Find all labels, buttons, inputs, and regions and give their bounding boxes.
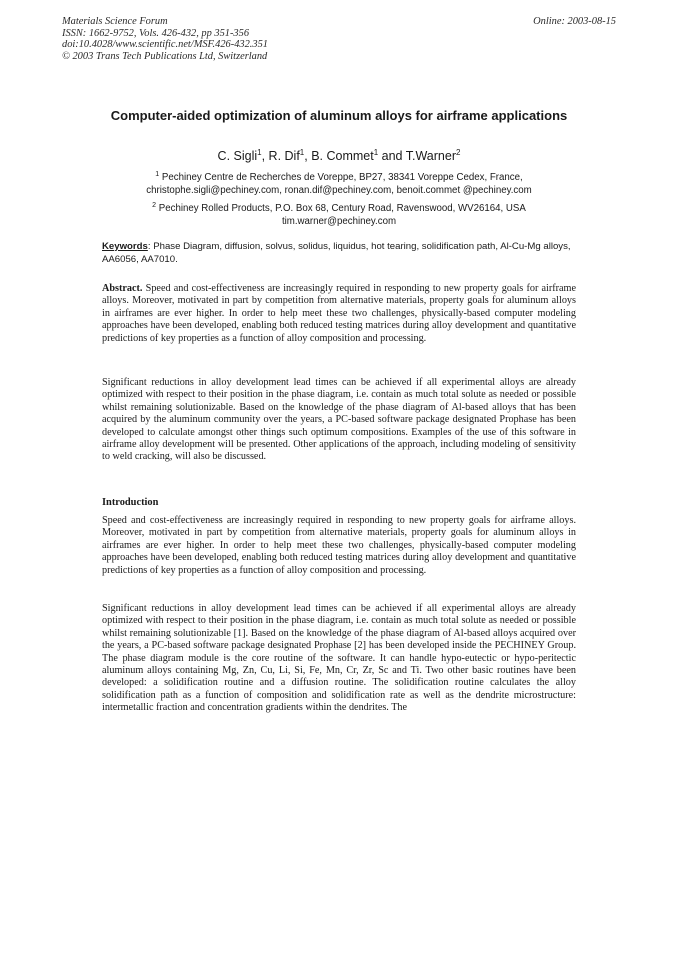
- author-affiliation-mark: 2: [456, 148, 461, 157]
- affiliation-emails: christophe.sigli@pechiney.com, ronan.dif@pechiney.com, benoit.commet @pechiney.com: [146, 184, 532, 196]
- section-heading: Introduction: [102, 497, 159, 508]
- author-affiliation-mark: 1: [373, 148, 379, 157]
- affiliation-2: [100, 200, 578, 228]
- abstract-paragraph-2: Significant reductions in alloy development lead times can be achieved if all experimental alloys are already optimized with respect to their position in the phase diagram, i.e. contain as much total solute as needed or possible whilst remaining solutionizable. Based on the knowledge of the phase diagram of Al-based alloys that has been acquired by the aluminum community over the years, a PC-based software package designated Prophase has been developed to calculate amongst other things such optimum compositions. Examples of the use of this software in airframe alloy development will be presented. Other applications of the approach, including modeling of sensitivity to weld cracking, will also be discussed.: [102, 377, 576, 463]
- intro-paragraph-1: Speed and cost-effectiveness are increasingly required in responding to new property goals for airframe alloys. Moreover, motivated in part by competition from alternative materials, property goals for aluminum alloys in airframes are ever higher. In order to help meet these two challenges, physically-based computer modeling approaches have been developed, enabling both reduced testing matrices during alloy development and quantitative predictions of key properties as a function of alloy composition and processing.: [102, 515, 576, 576]
- paper-title: Computer-aided optimization of aluminum alloys for airframe applications: [110, 108, 568, 123]
- issn-line: ISSN: 1662-9752, Vols. 426-432, pp 351-356: [62, 27, 250, 39]
- copyright-line: © 2003 Trans Tech Publications Ltd, Switzerland: [62, 50, 268, 62]
- doi-line: doi:10.4028/www.scientific.net/MSF.426-432.351: [62, 39, 268, 50]
- journal-name: Materials Science Forum: [62, 16, 168, 27]
- keywords-label: Keywords: [102, 241, 148, 252]
- author-name: T.Warner: [405, 149, 456, 164]
- author-name: C. Sigli: [217, 149, 258, 164]
- author-list: C. Sigli$^1$, R. Dif$^1$, B. Commet$^1$ and T.Warner$^2$: [217, 148, 461, 164]
- keywords-block: Keywords: Phase Diagram, diffusion, solvus, solidus, liquidus, hot tearing, solidification path, Al-Cu-Mg alloys, AA6056, AA7010.: [102, 241, 571, 265]
- intro-paragraph-2: Significant reductions in alloy development lead times can be achieved if all experimental alloys are already optimized with respect to their position in the phase diagram, i.e. contain as much total solute as needed or possible whilst remaining solutionizable [1]. Based on the knowledge of the phase diagram of Al-based alloys acquired over the years, a PC-based software package designated Prophase [2] has been developed inside the PECHINEY Group. The phase diagram module is the core routine of the software. It can handle hypo-eutectic or hypo-peritectic aluminum alloys containing Mg, Zn, Cu, Li, Si, Fe, Mn, Cr, Zr, Sc and Ti. Two other basic routines have been developed: a solidification routine and a diffusion routine. The solidification routine calculates the alloy solidification path as a function of composition and solidification rate as well as the dendrite microstructure: intermetallic fraction and concentration gradients within the dendrites. The: [102, 603, 576, 714]
- author-name: R. Dif: [268, 149, 300, 164]
- author-affiliation-mark: 1: [299, 148, 305, 157]
- affiliation-1: [100, 169, 578, 197]
- affiliation-emails: tim.warner@pechiney.com: [281, 215, 397, 227]
- keywords-text: Phase Diagram, diffusion, solvus, solidus, liquidus, hot tearing, solidification path, Al-Cu-Mg alloys, AA6056, AA7010.: [102, 241, 571, 265]
- author-affiliation-mark: 1: [257, 148, 262, 157]
- affiliation-address: Pechiney Centre de Recherches de Voreppe, BP27, 38341 Voreppe Cedex, France,: [161, 172, 523, 184]
- page-header: [62, 16, 616, 62]
- affiliation-address: Pechiney Rolled Products, P.O. Box 68, Century Road, Ravenswood, WV26164, USA: [158, 203, 526, 215]
- abstract-paragraph: [102, 283, 576, 345]
- abstract-text: Speed and cost-effectiveness are increasingly required in responding to new property goals for airframe alloys. Moreover, motivated in part by competition from alternative materials, property goals for aluminum alloys in airframes are ever higher. In order to help meet these two challenges, physically-based computer modeling approaches have been developed, enabling both reduced testing matrices during alloy development and quantitative predictions of key properties as a function of alloy composition and processing.: [102, 283, 577, 344]
- affiliation-number: 2: [152, 202, 157, 209]
- author-name: B. Commet: [311, 149, 374, 164]
- online-date: Online: 2003-08-15: [533, 16, 616, 27]
- affiliation-number: 1: [155, 171, 160, 178]
- abstract-label: Abstract.: [102, 283, 143, 294]
